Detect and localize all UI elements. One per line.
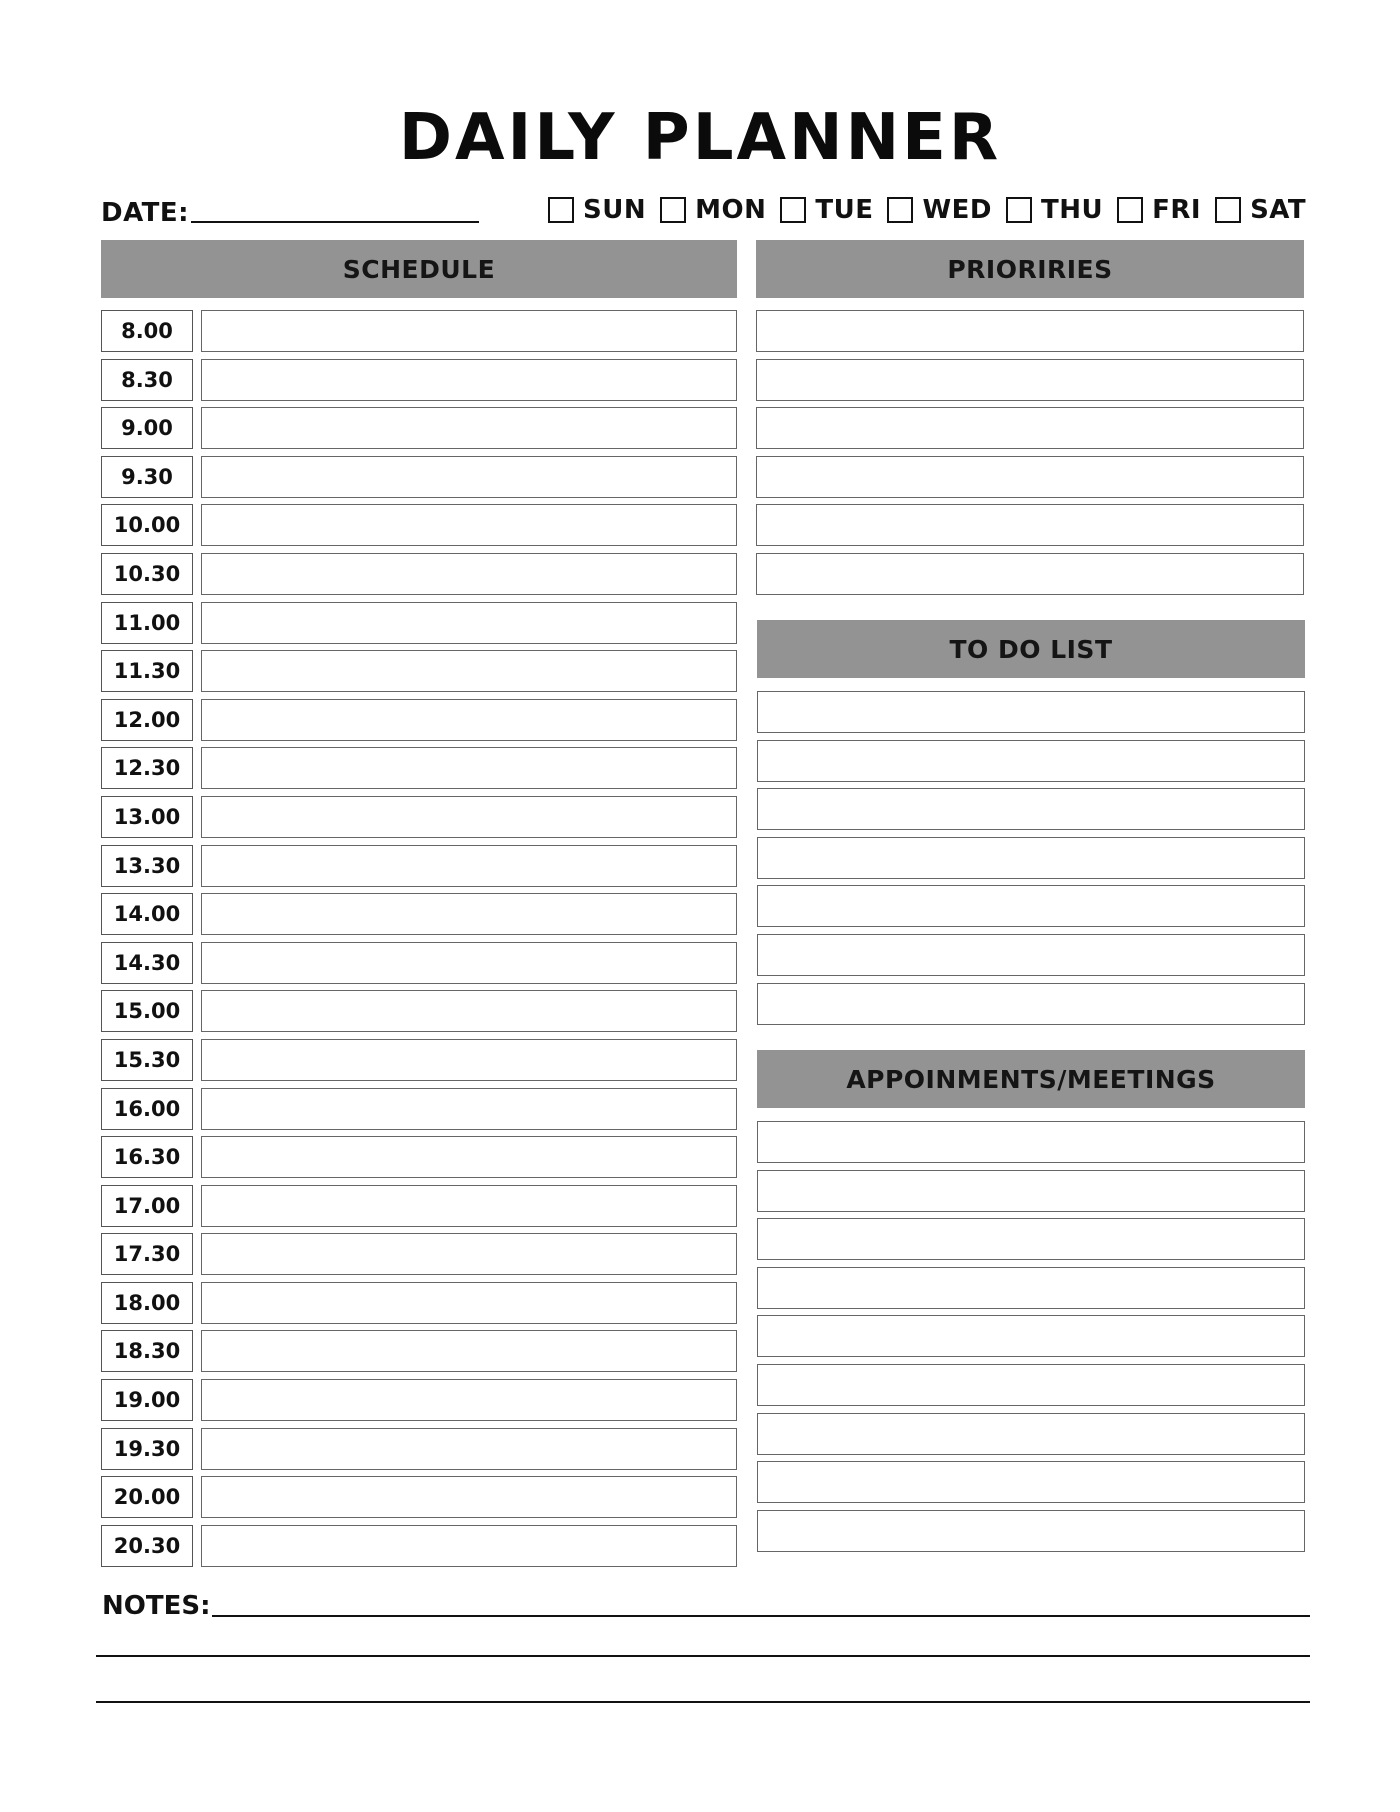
- schedule-row: [101, 747, 737, 789]
- schedule-entry-field[interactable]: [201, 1379, 737, 1421]
- time-slot-label: 8.00: [101, 310, 193, 352]
- time-slot-label: 17.30: [101, 1233, 193, 1275]
- notes-line[interactable]: [212, 1615, 1310, 1617]
- schedule-entry-field[interactable]: [201, 1428, 737, 1470]
- schedule-entry-field[interactable]: [201, 407, 737, 449]
- schedule-entry-field[interactable]: [201, 699, 737, 741]
- schedule-entry-field[interactable]: [201, 650, 737, 692]
- checkbox[interactable]: [660, 197, 686, 223]
- schedule-entry-field[interactable]: [201, 1476, 737, 1518]
- priority-entry-field[interactable]: [756, 407, 1304, 449]
- schedule-entry-field[interactable]: [201, 359, 737, 401]
- time-slot-label: 16.30: [101, 1136, 193, 1178]
- todo-header: TO DO LIST: [757, 620, 1305, 678]
- appointment-entry-field[interactable]: [757, 1218, 1305, 1260]
- schedule-entry-field[interactable]: [201, 990, 737, 1032]
- time-slot-label: 8.30: [101, 359, 193, 401]
- todo-list: [757, 691, 1305, 1031]
- todo-entry-field[interactable]: [757, 740, 1305, 782]
- schedule-header: SCHEDULE: [101, 240, 737, 298]
- day-label: TUE: [815, 195, 874, 225]
- schedule-row: [101, 990, 737, 1032]
- time-slot-label: 20.00: [101, 1476, 193, 1518]
- time-slot-label: 18.30: [101, 1330, 193, 1372]
- todo-entry-field[interactable]: [757, 983, 1305, 1025]
- time-slot-label: 10.00: [101, 504, 193, 546]
- schedule-row: [101, 1330, 737, 1372]
- todo-entry-field[interactable]: [757, 934, 1305, 976]
- time-slot-label: 19.30: [101, 1428, 193, 1470]
- time-slot-label: 12.00: [101, 699, 193, 741]
- day-option-sat[interactable]: [1215, 195, 1306, 225]
- checkbox[interactable]: [1117, 197, 1143, 223]
- schedule-row: [101, 1476, 737, 1518]
- time-slot-label: 15.00: [101, 990, 193, 1032]
- todo-entry-field[interactable]: [757, 788, 1305, 830]
- day-label: SAT: [1250, 195, 1307, 225]
- schedule-row: [101, 1185, 737, 1227]
- appointments-header: APPOINMENTS/MEETINGS: [757, 1050, 1305, 1108]
- schedule-entry-field[interactable]: [201, 1525, 737, 1567]
- schedule-entry-field[interactable]: [201, 1233, 737, 1275]
- schedule-row: [101, 504, 737, 546]
- schedule-entry-field[interactable]: [201, 456, 737, 498]
- priority-entry-field[interactable]: [756, 504, 1304, 546]
- schedule-row: [101, 893, 737, 935]
- date-row: [101, 188, 479, 228]
- schedule-entry-field[interactable]: [201, 1039, 737, 1081]
- appointment-entry-field[interactable]: [757, 1461, 1305, 1503]
- day-label: MON: [695, 195, 767, 225]
- day-label: WED: [922, 195, 992, 225]
- page-title: DAILY PLANNER: [398, 101, 1002, 175]
- day-label: FRI: [1152, 195, 1202, 225]
- appointments-list: [757, 1121, 1305, 1558]
- schedule-entry-field[interactable]: [201, 1185, 737, 1227]
- appointment-entry-field[interactable]: [757, 1121, 1305, 1163]
- schedule-row: [101, 602, 737, 644]
- schedule-entry-field[interactable]: [201, 553, 737, 595]
- schedule-row: [101, 1136, 737, 1178]
- time-slot-label: 14.00: [101, 893, 193, 935]
- schedule-entry-field[interactable]: [201, 1088, 737, 1130]
- schedule-row: [101, 1039, 737, 1081]
- schedule-entry-field[interactable]: [201, 504, 737, 546]
- schedule-row: [101, 796, 737, 838]
- time-slot-label: 18.00: [101, 1282, 193, 1324]
- time-slot-label: 9.30: [101, 456, 193, 498]
- schedule-entry-field[interactable]: [201, 796, 737, 838]
- notes-line[interactable]: [96, 1655, 1310, 1657]
- appointment-entry-field[interactable]: [757, 1413, 1305, 1455]
- schedule-row: [101, 650, 737, 692]
- appointment-entry-field[interactable]: [757, 1510, 1305, 1552]
- appointment-entry-field[interactable]: [757, 1364, 1305, 1406]
- schedule-entry-field[interactable]: [201, 893, 737, 935]
- date-label: DATE:: [101, 198, 190, 228]
- time-slot-label: 13.00: [101, 796, 193, 838]
- schedule-entry-field[interactable]: [201, 310, 737, 352]
- time-slot-label: 10.30: [101, 553, 193, 595]
- checkbox[interactable]: [1215, 197, 1241, 223]
- schedule-row: [101, 942, 737, 984]
- todo-entry-field[interactable]: [757, 691, 1305, 733]
- day-option-fri[interactable]: [1117, 195, 1201, 225]
- checkbox[interactable]: [780, 197, 806, 223]
- time-slot-label: 11.00: [101, 602, 193, 644]
- time-slot-label: 14.30: [101, 942, 193, 984]
- schedule-row: [101, 456, 737, 498]
- schedule-row: [101, 1233, 737, 1275]
- priorities-list: [756, 310, 1304, 602]
- time-slot-label: 17.00: [101, 1185, 193, 1227]
- schedule-row: [101, 1282, 737, 1324]
- day-label: SUN: [583, 195, 647, 225]
- schedule-row: [101, 1088, 737, 1130]
- day-label: THU: [1041, 195, 1104, 225]
- time-slot-label: 11.30: [101, 650, 193, 692]
- schedule-row: [101, 553, 737, 595]
- time-slot-label: 9.00: [101, 407, 193, 449]
- day-option-tue[interactable]: [780, 195, 873, 225]
- appointment-entry-field[interactable]: [757, 1315, 1305, 1357]
- notes-section: [96, 1585, 1310, 1621]
- priority-entry-field[interactable]: [756, 359, 1304, 401]
- checkbox[interactable]: [887, 197, 913, 223]
- schedule-row: [101, 310, 737, 352]
- schedule-row: [101, 1428, 737, 1470]
- checkbox[interactable]: [548, 197, 574, 223]
- time-slot-label: 15.30: [101, 1039, 193, 1081]
- schedule-row: [101, 1379, 737, 1421]
- priority-entry-field[interactable]: [756, 456, 1304, 498]
- day-option-sun[interactable]: [548, 195, 646, 225]
- notes-line[interactable]: [96, 1701, 1310, 1703]
- time-slot-label: 19.00: [101, 1379, 193, 1421]
- time-slot-label: 20.30: [101, 1525, 193, 1567]
- time-slot-label: 12.30: [101, 747, 193, 789]
- schedule-list: [101, 310, 737, 1573]
- schedule-entry-field[interactable]: [201, 845, 737, 887]
- time-slot-label: 13.30: [101, 845, 193, 887]
- notes-label: NOTES:: [102, 1591, 211, 1621]
- schedule-entry-field[interactable]: [201, 942, 737, 984]
- schedule-row: [101, 845, 737, 887]
- schedule-row: [101, 1525, 737, 1567]
- priorities-header: PRIORIRIES: [756, 240, 1304, 298]
- priority-entry-field[interactable]: [756, 553, 1304, 595]
- time-slot-label: 16.00: [101, 1088, 193, 1130]
- schedule-entry-field[interactable]: [201, 1282, 737, 1324]
- schedule-entry-field[interactable]: [201, 1330, 737, 1372]
- schedule-entry-field[interactable]: [201, 1136, 737, 1178]
- priority-entry-field[interactable]: [756, 310, 1304, 352]
- schedule-row: [101, 359, 737, 401]
- schedule-row: [101, 699, 737, 741]
- day-option-thu[interactable]: [1006, 195, 1103, 225]
- appointment-entry-field[interactable]: [757, 1267, 1305, 1309]
- weekday-selector: [548, 192, 1320, 228]
- todo-entry-field[interactable]: [757, 837, 1305, 879]
- date-field[interactable]: [191, 219, 479, 223]
- appointment-entry-field[interactable]: [757, 1170, 1305, 1212]
- schedule-entry-field[interactable]: [201, 602, 737, 644]
- todo-entry-field[interactable]: [757, 885, 1305, 927]
- day-option-mon[interactable]: [660, 195, 766, 225]
- schedule-row: [101, 407, 737, 449]
- schedule-entry-field[interactable]: [201, 747, 737, 789]
- day-option-wed[interactable]: [887, 195, 992, 225]
- checkbox[interactable]: [1006, 197, 1032, 223]
